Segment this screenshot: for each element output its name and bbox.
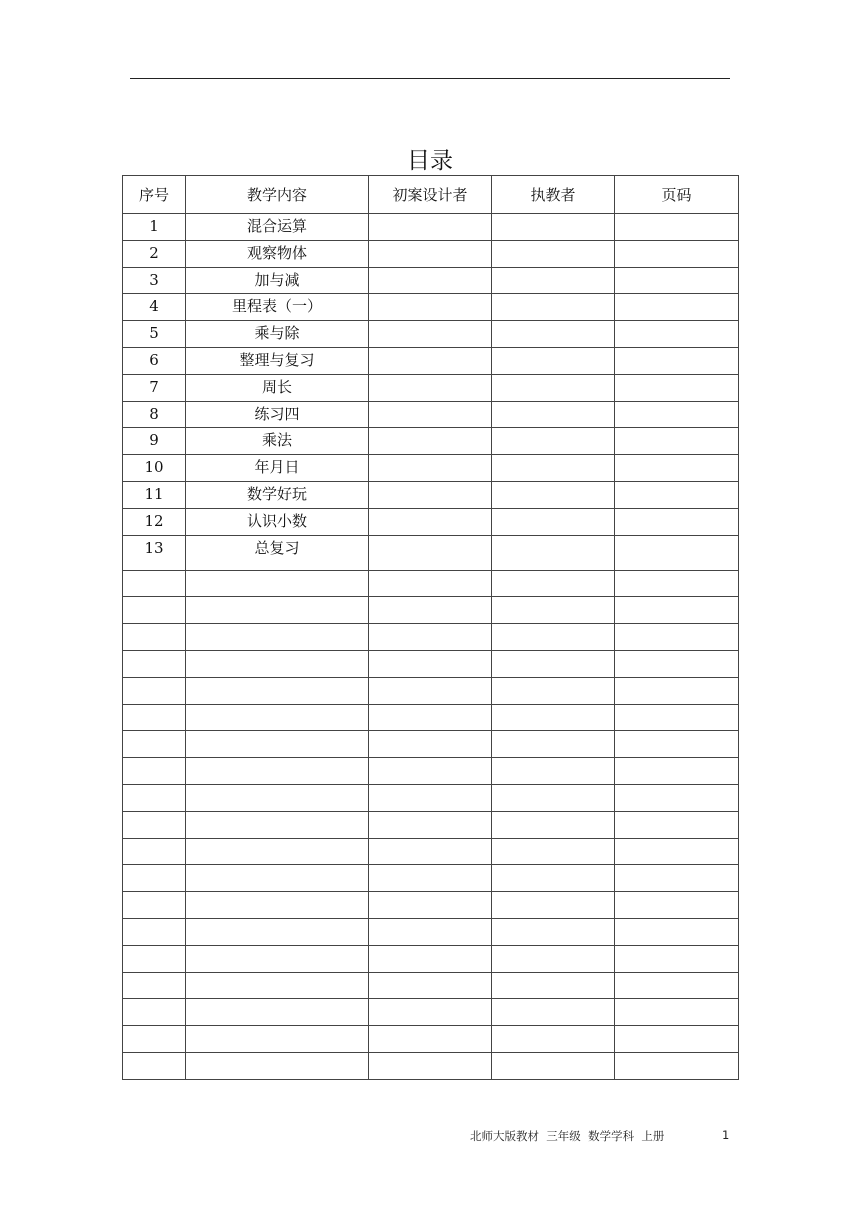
cell-teacher [492, 240, 615, 267]
cell-teacher [492, 455, 615, 482]
cell-no: 1 [123, 214, 186, 241]
cell-no: 11 [123, 481, 186, 508]
cell-designer [369, 704, 492, 731]
cell-page [615, 535, 739, 570]
cell-page [615, 999, 739, 1026]
table-row-blank [123, 704, 739, 731]
cell-page [615, 731, 739, 758]
cell-content: 混合运算 [186, 214, 369, 241]
cell-page [615, 811, 739, 838]
cell-content [186, 1052, 369, 1079]
cell-page [615, 481, 739, 508]
cell-content: 加与减 [186, 267, 369, 294]
cell-page [615, 508, 739, 535]
cell-content: 练习四 [186, 401, 369, 428]
cell-page [615, 624, 739, 651]
cell-page [615, 758, 739, 785]
cell-content [186, 865, 369, 892]
cell-designer [369, 321, 492, 348]
cell-teacher [492, 945, 615, 972]
cell-content: 乘与除 [186, 321, 369, 348]
cell-designer [369, 508, 492, 535]
cell-designer [369, 784, 492, 811]
table-row [123, 294, 739, 321]
cell-designer [369, 455, 492, 482]
cell-page [615, 240, 739, 267]
cell-teacher [492, 811, 615, 838]
cell-no [123, 650, 186, 677]
cell-teacher [492, 704, 615, 731]
cell-teacher [492, 650, 615, 677]
cell-no [123, 624, 186, 651]
cell-content [186, 1026, 369, 1053]
cell-teacher [492, 838, 615, 865]
cell-designer [369, 650, 492, 677]
table-row-blank [123, 597, 739, 624]
cell-designer [369, 677, 492, 704]
table-row [123, 214, 739, 241]
cell-no: 3 [123, 267, 186, 294]
cell-no [123, 704, 186, 731]
table-row [123, 240, 739, 267]
cell-designer [369, 597, 492, 624]
cell-content [186, 704, 369, 731]
cell-designer [369, 1026, 492, 1053]
column-header-designer: 初案设计者 [369, 176, 492, 214]
cell-no [123, 838, 186, 865]
table-row-blank [123, 677, 739, 704]
cell-teacher [492, 267, 615, 294]
table-row-blank [123, 1026, 739, 1053]
cell-no [123, 811, 186, 838]
table-row [123, 267, 739, 294]
cell-content [186, 811, 369, 838]
cell-no [123, 892, 186, 919]
cell-content [186, 784, 369, 811]
cell-no [123, 865, 186, 892]
cell-content [186, 972, 369, 999]
table-row-blank [123, 758, 739, 785]
table-row-blank [123, 865, 739, 892]
cell-page [615, 918, 739, 945]
cell-teacher [492, 918, 615, 945]
cell-no: 5 [123, 321, 186, 348]
toc-table [122, 175, 739, 1080]
table-row-blank [123, 999, 739, 1026]
cell-content [186, 838, 369, 865]
table-row-blank [123, 650, 739, 677]
table-row [123, 374, 739, 401]
cell-no [123, 570, 186, 597]
cell-teacher [492, 401, 615, 428]
cell-teacher [492, 1026, 615, 1053]
footer-text: 北师大版教材 三年级 数学学科 上册 [470, 1129, 665, 1143]
cell-no: 2 [123, 240, 186, 267]
cell-content: 整理与复习 [186, 347, 369, 374]
table-row [123, 347, 739, 374]
cell-no [123, 1026, 186, 1053]
cell-designer [369, 945, 492, 972]
column-header-teacher: 执教者 [492, 176, 615, 214]
table-row-blank [123, 811, 739, 838]
table-row [123, 428, 739, 455]
cell-content [186, 570, 369, 597]
table-row [123, 321, 739, 348]
column-header-no: 序号 [123, 176, 186, 214]
cell-designer [369, 972, 492, 999]
table-row-blank [123, 570, 739, 597]
cell-page [615, 597, 739, 624]
cell-designer [369, 1052, 492, 1079]
cell-content: 乘法 [186, 428, 369, 455]
cell-content: 里程表（一） [186, 294, 369, 321]
cell-designer [369, 294, 492, 321]
cell-teacher [492, 784, 615, 811]
cell-content [186, 999, 369, 1026]
cell-designer [369, 535, 492, 570]
cell-designer [369, 892, 492, 919]
cell-content [186, 945, 369, 972]
table-row [123, 401, 739, 428]
cell-page [615, 294, 739, 321]
table-header-row [123, 176, 739, 214]
cell-content [186, 677, 369, 704]
cell-designer [369, 918, 492, 945]
cell-teacher [492, 481, 615, 508]
cell-page [615, 347, 739, 374]
cell-page [615, 267, 739, 294]
cell-teacher [492, 972, 615, 999]
table-row-blank [123, 918, 739, 945]
cell-designer [369, 811, 492, 838]
cell-page [615, 972, 739, 999]
table-row-blank [123, 624, 739, 651]
cell-designer [369, 570, 492, 597]
table-row-blank [123, 945, 739, 972]
cell-no [123, 677, 186, 704]
cell-content: 总复习 [186, 535, 369, 570]
cell-designer [369, 865, 492, 892]
table-row-blank [123, 892, 739, 919]
cell-content: 观察物体 [186, 240, 369, 267]
cell-teacher [492, 731, 615, 758]
cell-teacher [492, 374, 615, 401]
cell-no: 4 [123, 294, 186, 321]
cell-designer [369, 999, 492, 1026]
cell-teacher [492, 677, 615, 704]
cell-content [186, 597, 369, 624]
cell-designer [369, 624, 492, 651]
cell-designer [369, 401, 492, 428]
cell-page [615, 214, 739, 241]
cell-page [615, 570, 739, 597]
cell-designer [369, 214, 492, 241]
cell-designer [369, 731, 492, 758]
cell-no [123, 597, 186, 624]
cell-no [123, 758, 186, 785]
table-row [123, 535, 739, 570]
table-row-blank [123, 1052, 739, 1079]
cell-teacher [492, 1052, 615, 1079]
cell-page [615, 401, 739, 428]
cell-no: 12 [123, 508, 186, 535]
cell-designer [369, 347, 492, 374]
cell-content [186, 650, 369, 677]
cell-content [186, 731, 369, 758]
cell-no: 10 [123, 455, 186, 482]
cell-page [615, 1052, 739, 1079]
cell-page [615, 945, 739, 972]
cell-page [615, 704, 739, 731]
cell-content: 认识小数 [186, 508, 369, 535]
cell-content: 数学好玩 [186, 481, 369, 508]
cell-content: 周长 [186, 374, 369, 401]
cell-content [186, 918, 369, 945]
cell-no: 6 [123, 347, 186, 374]
table-row [123, 481, 739, 508]
cell-teacher [492, 758, 615, 785]
cell-teacher [492, 321, 615, 348]
cell-designer [369, 428, 492, 455]
cell-teacher [492, 508, 615, 535]
cell-page [615, 784, 739, 811]
cell-designer [369, 374, 492, 401]
cell-no: 8 [123, 401, 186, 428]
header-rule [130, 78, 730, 79]
cell-teacher [492, 428, 615, 455]
cell-page [615, 650, 739, 677]
cell-page [615, 1026, 739, 1053]
cell-page [615, 677, 739, 704]
table-row-blank [123, 784, 739, 811]
cell-teacher [492, 999, 615, 1026]
cell-teacher [492, 214, 615, 241]
cell-content [186, 892, 369, 919]
table-row-blank [123, 838, 739, 865]
cell-content: 年月日 [186, 455, 369, 482]
cell-teacher [492, 624, 615, 651]
cell-no [123, 731, 186, 758]
table-row [123, 508, 739, 535]
cell-designer [369, 838, 492, 865]
cell-teacher [492, 294, 615, 321]
cell-page [615, 374, 739, 401]
cell-designer [369, 481, 492, 508]
cell-no: 7 [123, 374, 186, 401]
cell-teacher [492, 535, 615, 570]
cell-no [123, 999, 186, 1026]
cell-designer [369, 758, 492, 785]
cell-no [123, 918, 186, 945]
cell-no [123, 784, 186, 811]
toc-body [123, 214, 739, 1080]
table-row-blank [123, 972, 739, 999]
cell-content [186, 624, 369, 651]
cell-page [615, 838, 739, 865]
cell-no [123, 1052, 186, 1079]
table-row [123, 455, 739, 482]
cell-page [615, 892, 739, 919]
cell-designer [369, 267, 492, 294]
page-number: 1 [722, 1128, 730, 1142]
column-header-content: 教学内容 [186, 176, 369, 214]
cell-teacher [492, 347, 615, 374]
cell-page [615, 455, 739, 482]
cell-no: 13 [123, 535, 186, 570]
cell-page [615, 865, 739, 892]
cell-teacher [492, 570, 615, 597]
page-title: 目录 [407, 148, 453, 174]
cell-content [186, 758, 369, 785]
cell-no [123, 972, 186, 999]
cell-no [123, 945, 186, 972]
cell-teacher [492, 892, 615, 919]
cell-designer [369, 240, 492, 267]
table-row-blank [123, 731, 739, 758]
cell-page [615, 428, 739, 455]
cell-teacher [492, 597, 615, 624]
column-header-page: 页码 [615, 176, 739, 214]
cell-page [615, 321, 739, 348]
cell-teacher [492, 865, 615, 892]
cell-no: 9 [123, 428, 186, 455]
